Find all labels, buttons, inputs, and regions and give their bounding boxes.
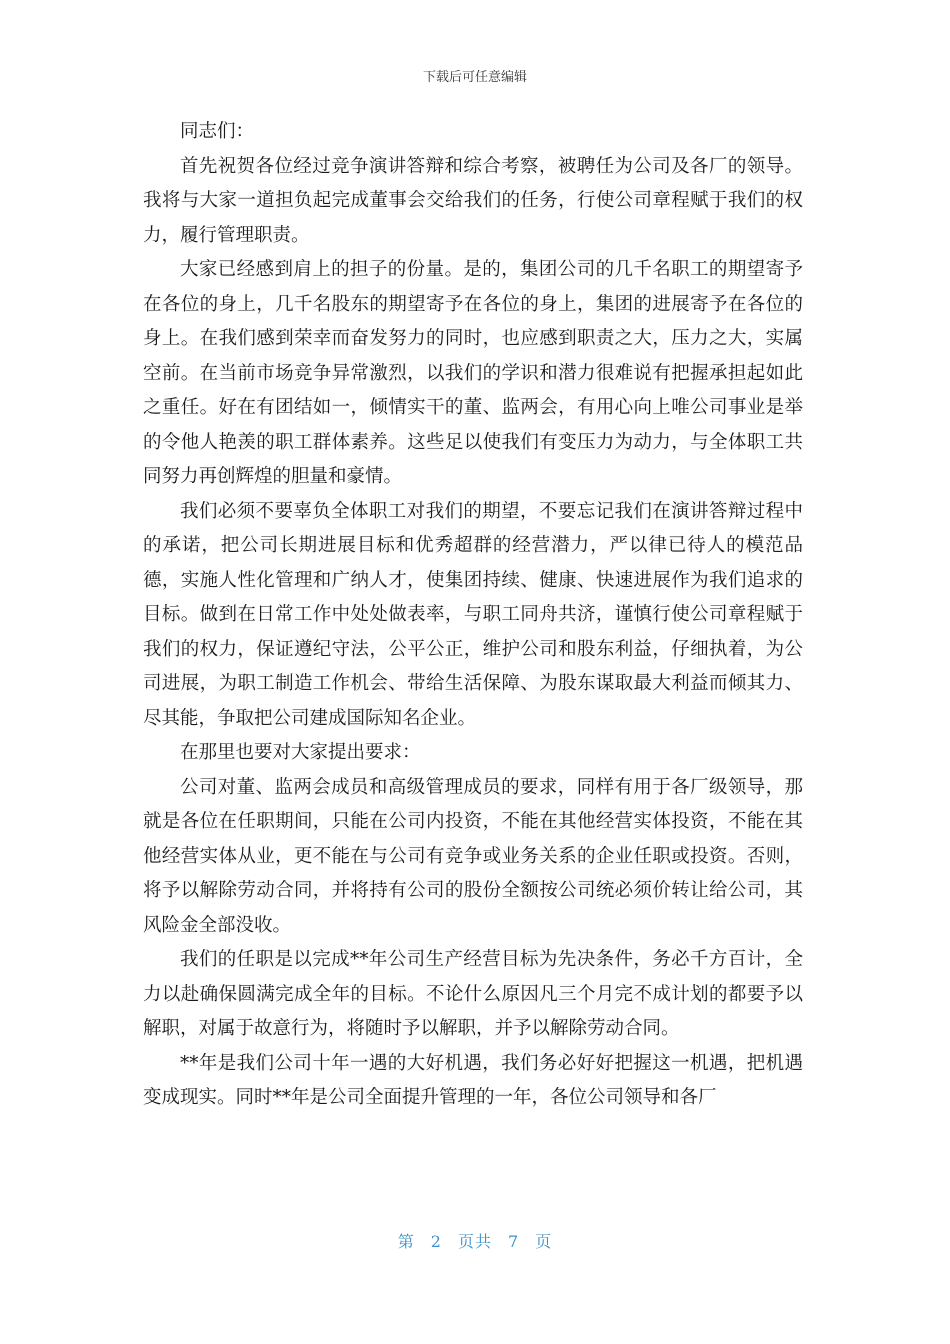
paragraph-opportunity: **年是我们公司十年一遇的大好机遇，我们务必好好把握这一机遇，把机遇变成现实。同时**年是公司全面提升管理的一年，各位公司领导和各厂 [143, 1052, 803, 1108]
paragraph-salutation: 同志们： [180, 121, 255, 142]
page-footer [0, 1229, 950, 1252]
paragraph-targets: 我们的任职是以完成**年公司生产经营目标为先决条件，务必千方百计，全力以赴确保圆满完成全年的目标。不论什么原因凡三个月完不成计划的都要予以解职，对属于故意行为，将随时予以解职，并予以解除劳动合同。 [143, 949, 803, 1039]
paragraph-requirements-intro: 在那里也要对大家提出要求： [180, 742, 421, 763]
footer-middle: 页共 [457, 1232, 492, 1251]
document-body [143, 115, 803, 1116]
paragraph-investment-rules: 公司对董、监两会成员和高级管理成员的要求，同样有用于各厂级领导，那就是各位在任职期间，只能在公司内投资，不能在其他经营实体投资，不能在其他经营实体从业，更不能在与公司有竞争或业务关系的企业任职或投资。否则，将予以解除劳动合同，并将持有公司的股份全额按公司统必须价转让给公司，其风险金全部没收。 [143, 776, 803, 936]
paragraph-expectations: 我们必须不要辜负全体职工对我们的期望，不要忘记我们在演讲答辩过程中的承诺，把公司长期进展目标和优秀超群的经营潜力，严以律已待人的模范品德，实施人性化管理和广纳人才，使集团持续、健康、快速进展作为我们追求的目标。做到在日常工作中处处做表率，与职工同舟共济，谨慎行使公司章程赋于我们的权力，保证遵纪守法，公平公正，维护公司和股东利益，仔细执着，为公司进展，为职工制造工作机会、带给生活保障、为股东谋取最大利益而倾其力、尽其能，争取把公司建成国际知名企业。 [143, 500, 803, 729]
paragraph-responsibility: 大家已经感到肩上的担子的份量。是的，集团公司的几千名职工的期望寄予在各位的身上，几千名股东的期望寄予在各位的身上，集团的进展寄予在各位的身上。在我们感到荣幸而奋发努力的同时，也应感到职责之大，压力之大，实属空前。在当前市场竞争异常激烈，以我们的学识和潜力很难说有把握承担起如此之重任。好在有团结如一，倾情实干的董、监两会，有用心向上唯公司事业是举的令他人艳羡的职工群体素养。这些足以使我们有变压力为动力，与全体职工共同努力再创辉煌的胆量和豪情。 [143, 259, 803, 487]
footer-total-pages: 7 [508, 1232, 520, 1251]
footer-prefix: 第 [397, 1232, 415, 1251]
footer-suffix: 页 [535, 1232, 553, 1251]
footer-page-number: 2 [430, 1232, 442, 1251]
page-header: 下载后可任意编辑 [422, 70, 527, 85]
paragraph-congratulations: 首先祝贺各位经过竞争演讲答辩和综合考察，被聘任为公司及各厂的领导。我将与大家一道担负起完成董事会交给我们的任务，行使公司章程赋于我们的权力，履行管理职责。 [143, 155, 803, 246]
